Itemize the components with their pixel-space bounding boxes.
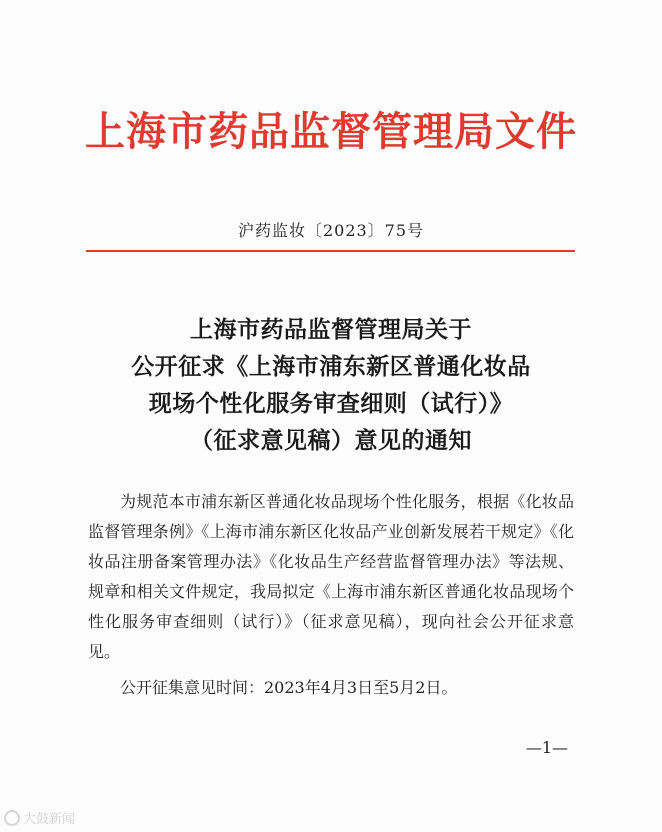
title-line-2: 公开征求《上海市浦东新区普通化妆品 (131, 354, 531, 380)
watermark-text: 大鼓新闻 (23, 812, 76, 827)
agency-header-title: 上海市药品监督管理局文件 (85, 108, 577, 155)
body-paragraph: 为规范本市浦东新区普通化妆品现场个性化服务，根据《化妆品监督管理条例》《上海市浦东新区化妆品产业创新发展若干规定》《化妆品注册备案管理办法》《化妆品生产经营监督管理办法》等法规、规章和相关文件规定，我局拟定《上海市浦东新区普通化妆品现场个性化服务审查细则（试行）》（征求意见稿），现向社会公开征求意见。 (88, 492, 574, 661)
red-divider-line (86, 250, 575, 252)
notice-title (0, 312, 662, 460)
watermark (4, 808, 75, 827)
title-line-1: 上海市药品监督管理局关于 (190, 317, 472, 343)
title-line-4: （征求意见稿）意见的通知 (190, 428, 472, 454)
notice-body (88, 487, 574, 703)
document-number: 沪药监妆〔2023〕75号 (237, 221, 425, 240)
watermark-logo-icon (4, 810, 20, 826)
page-number: —1— (525, 738, 568, 757)
comment-period-line: 公开征集意见时间：2023年4月3日至5月2日。 (120, 678, 458, 697)
title-line-3: 现场个性化服务审查细则（试行）》 (148, 391, 514, 417)
